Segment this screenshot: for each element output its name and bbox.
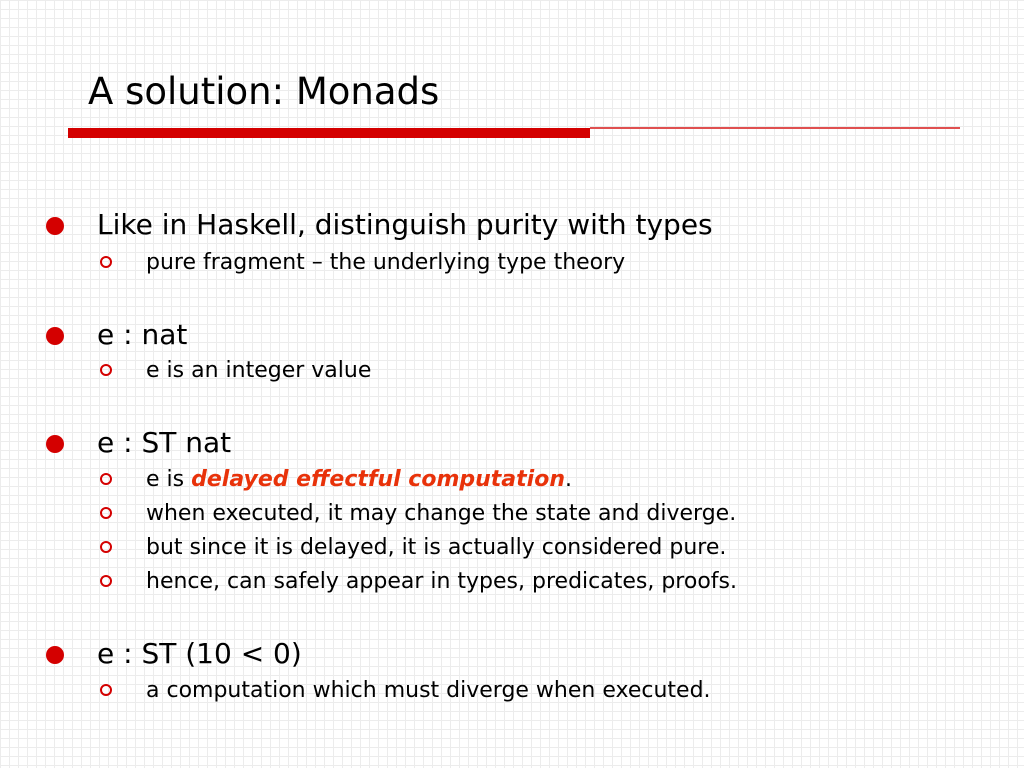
sub-bullet-text: pure fragment – the underlying type theory	[146, 250, 626, 275]
title-underline-thin	[590, 127, 960, 129]
bullet-text: e : nat	[97, 318, 188, 351]
sub-bullet-text: e is an integer value	[146, 358, 372, 383]
bullet-dot-icon	[46, 435, 64, 453]
circle-bullet-icon	[100, 541, 112, 553]
sub-bullet-text	[146, 466, 572, 494]
sub-bullet-item	[0, 249, 1024, 279]
sub-bullet-item	[0, 568, 1024, 598]
slide-title: A solution: Monads	[88, 70, 440, 113]
sub-bullet-suffix: .	[565, 467, 572, 492]
sub-bullet-item	[0, 500, 1024, 530]
emphasis-text: delayed effectful computation	[191, 467, 565, 492]
sub-bullet-text: a computation which must diverge when executed.	[146, 678, 711, 703]
sub-bullet-text: when executed, it may change the state and diverge.	[146, 501, 737, 526]
sub-bullet-prefix: e is	[146, 467, 192, 492]
sub-bullet-item	[0, 677, 1024, 707]
bullet-text: e : ST (10 < 0)	[97, 637, 302, 670]
bullet-text: Like in Haskell, distinguish purity with types	[97, 208, 713, 241]
circle-bullet-icon	[100, 684, 112, 696]
circle-bullet-icon	[100, 575, 112, 587]
sub-bullet-text: but since it is delayed, it is actually considered pure.	[146, 535, 727, 560]
bullet-dot-icon	[46, 217, 64, 235]
circle-bullet-icon	[100, 507, 112, 519]
sub-bullet-item	[0, 466, 1024, 496]
sub-bullet-item	[0, 357, 1024, 387]
bullet-dot-icon	[46, 646, 64, 664]
circle-bullet-icon	[100, 256, 112, 268]
sub-bullet-text: hence, can safely appear in types, predicates, proofs.	[146, 569, 737, 594]
sub-bullet-item	[0, 534, 1024, 564]
circle-bullet-icon	[100, 364, 112, 376]
title-underline-thick	[68, 128, 590, 138]
bullet-text: e : ST nat	[97, 426, 232, 459]
circle-bullet-icon	[100, 473, 112, 485]
bullet-dot-icon	[46, 327, 64, 345]
